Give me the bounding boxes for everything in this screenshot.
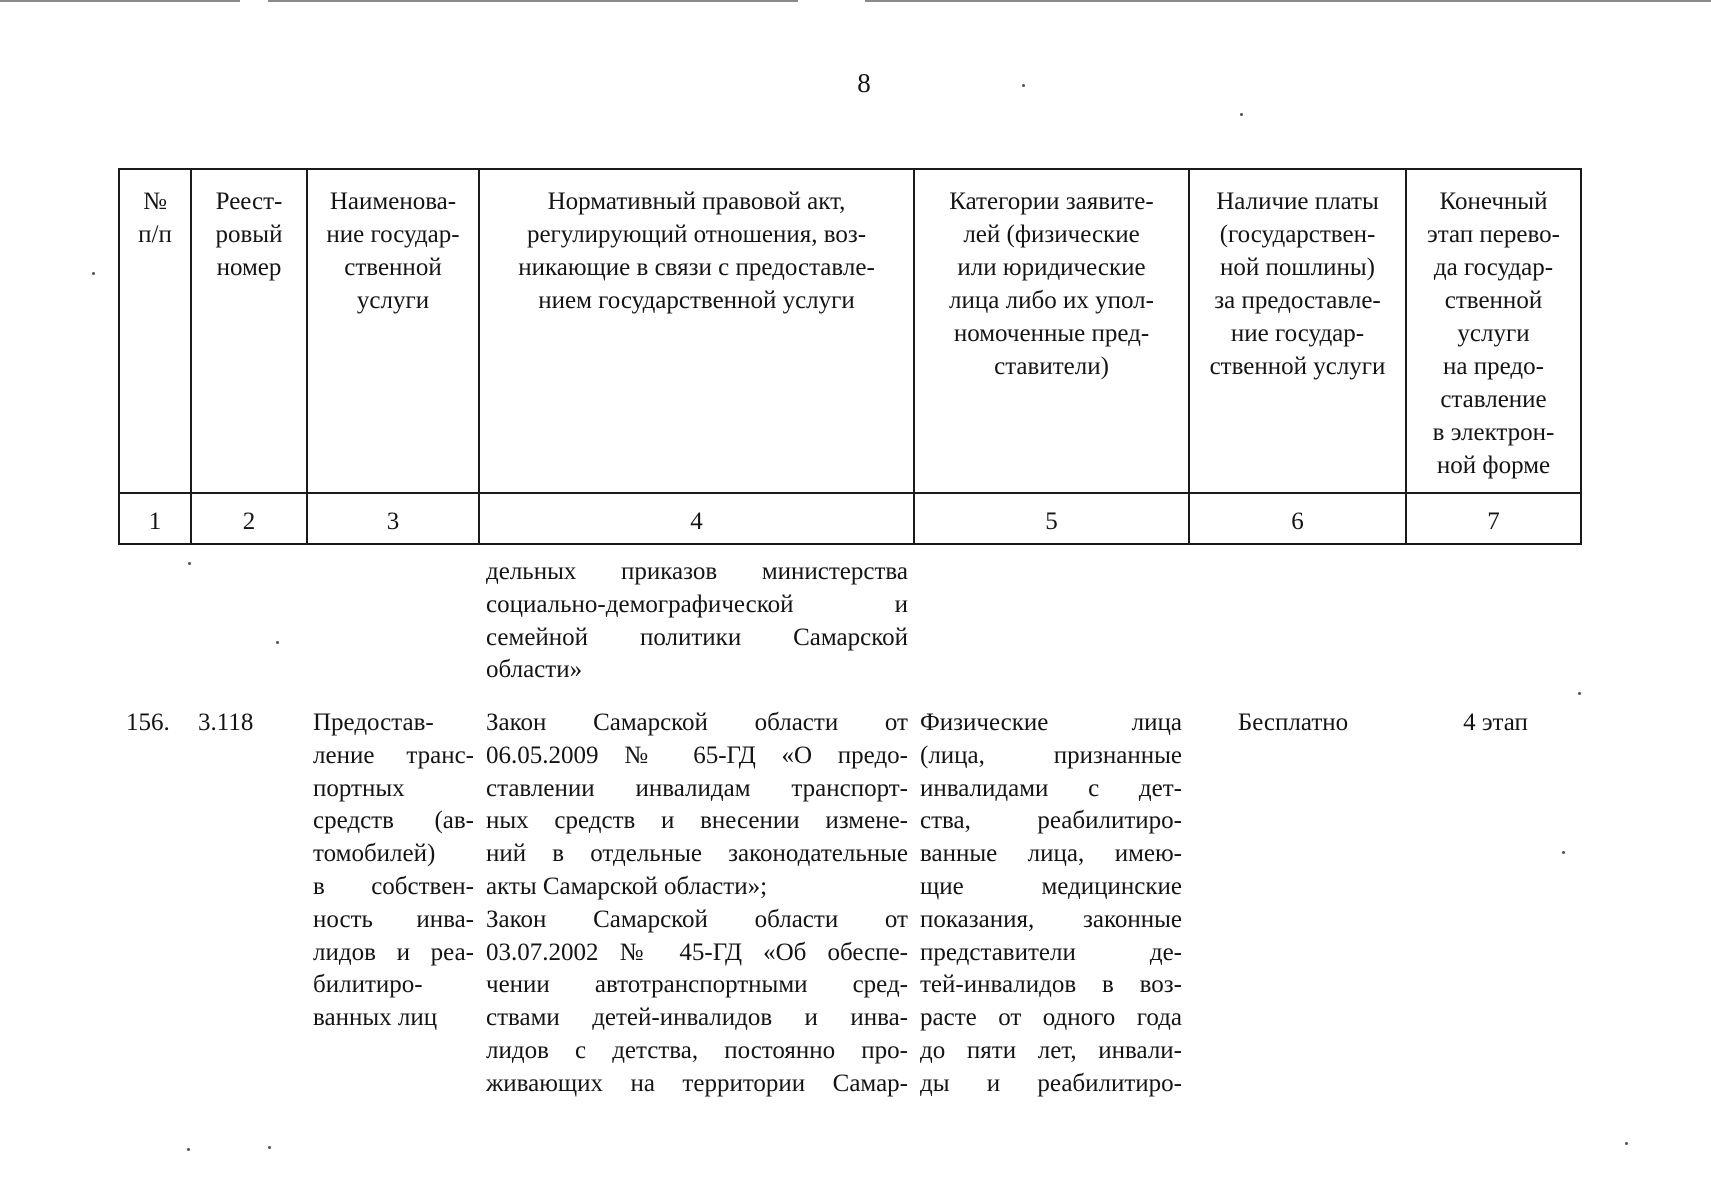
header-line: номоченные пред- xyxy=(953,320,1150,347)
header-line: услуги xyxy=(356,287,430,314)
header-line: Нормативный правовой акт, xyxy=(547,188,846,215)
text-line: ний в отдельные законодательные xyxy=(486,840,908,868)
column-number: 6 xyxy=(1189,493,1406,544)
header-line: ственной xyxy=(1444,287,1543,314)
header-line: лица либо их упол- xyxy=(949,287,1154,314)
text-line: средств (ав- xyxy=(313,807,474,835)
text-line: акты Самарской области»; xyxy=(486,872,768,900)
text-line: билитиро- xyxy=(313,971,423,999)
column-number: 4 xyxy=(479,493,914,544)
header-line: этап перево- xyxy=(1427,221,1560,248)
row-fee: Бесплатно xyxy=(1237,709,1349,736)
scan-speck xyxy=(187,1148,190,1151)
text-line: томобилей) xyxy=(313,840,436,868)
header-line: или юридические xyxy=(957,254,1146,281)
text-line: Физические лица xyxy=(920,709,1182,736)
scan-speck xyxy=(1240,113,1243,116)
text-line: Закон Самарской области от xyxy=(486,905,908,933)
continuation-act-text xyxy=(486,556,908,687)
scan-speck xyxy=(1562,851,1565,854)
text-line: области» xyxy=(486,656,583,684)
page-number: 8 xyxy=(857,68,871,98)
header-line: лей (физические xyxy=(963,221,1140,248)
text-line: ставлении инвалидам транспорт- xyxy=(486,774,908,802)
text-line: лидов с детства, постоянно про- xyxy=(486,1036,908,1064)
header-line: ставление xyxy=(1440,386,1547,413)
text-line: в собствен- xyxy=(313,872,474,900)
header-line: п/п xyxy=(138,221,172,248)
text-line: ванных лиц xyxy=(313,1004,438,1032)
text-line: лидов и реа- xyxy=(313,938,474,966)
column-number: 7 xyxy=(1406,493,1581,544)
header-col-fee xyxy=(1189,169,1406,493)
header-line: Наличие платы xyxy=(1216,188,1379,215)
header-line: ной пошлины) xyxy=(1220,254,1375,281)
header-line: Реест- xyxy=(215,188,283,215)
column-number: 5 xyxy=(914,493,1189,544)
text-line: дельных приказов министерства xyxy=(486,558,908,585)
row-legal-act xyxy=(486,707,908,1101)
scan-speck xyxy=(188,562,191,565)
header-line: ставители) xyxy=(994,353,1109,380)
text-line: ность инва- xyxy=(313,905,474,933)
text-line: Предостав- xyxy=(313,709,434,736)
header-line: да государ- xyxy=(1433,254,1554,281)
text-line: щие медицинские xyxy=(920,872,1182,900)
header-line: за предоставле- xyxy=(1214,287,1381,314)
scan-speck xyxy=(1578,692,1581,695)
column-number: 1 xyxy=(119,493,191,544)
header-line: Конечный xyxy=(1439,188,1548,215)
text-line: ванные лица, имею- xyxy=(920,840,1182,868)
scan-speck xyxy=(268,1146,271,1149)
scan-edge-line xyxy=(268,0,798,2)
scan-edge-line xyxy=(0,0,240,2)
text-line: представители де- xyxy=(920,938,1182,966)
column-number-row xyxy=(119,493,1581,544)
scan-speck xyxy=(1022,84,1025,87)
text-line: ление транс- xyxy=(313,741,474,769)
text-line: инвалидами с дет- xyxy=(920,774,1182,802)
header-line: Наименова- xyxy=(329,188,457,215)
text-line: социально-демографической и xyxy=(486,590,908,618)
header-line: никающие в связи с предоставле- xyxy=(518,254,875,281)
header-row xyxy=(119,169,1581,493)
header-line: ние государ- xyxy=(326,221,460,248)
text-line: до пяти лет, инвали- xyxy=(920,1036,1182,1064)
text-line: показания, законные xyxy=(920,905,1182,933)
row-registry-number: 3.118 xyxy=(198,709,254,736)
scan-speck xyxy=(1625,1142,1628,1145)
header-line: ной форме xyxy=(1436,452,1551,479)
header-col-categories xyxy=(914,169,1189,493)
scan-speck xyxy=(92,272,95,275)
header-line: регулирующий отношения, воз- xyxy=(526,221,867,248)
text-line: ды и реабилитиро- xyxy=(920,1069,1182,1097)
header-line: номер xyxy=(216,254,282,281)
text-line: (лица, признанные xyxy=(920,741,1182,769)
text-line: 03.07.2002 № 45-ГД «Об обеспе- xyxy=(486,938,908,966)
header-col-registry xyxy=(191,169,307,493)
header-col-stage xyxy=(1406,169,1581,493)
header-line: Категории заявите- xyxy=(949,188,1154,215)
header-line: в электрон- xyxy=(1432,419,1555,446)
row-service-name xyxy=(313,707,474,1035)
header-table xyxy=(118,168,1582,545)
header-line: № xyxy=(143,188,167,215)
header-line: услуги xyxy=(1457,320,1530,347)
header-col-number xyxy=(119,169,191,493)
header-line: ние государ- xyxy=(1230,320,1365,347)
text-line: чении автотранспортными сред- xyxy=(486,971,908,999)
text-line: тей-инвалидов в воз- xyxy=(920,971,1182,999)
scan-edge-line xyxy=(865,0,1711,2)
text-line: Закон Самарской области от xyxy=(486,709,908,736)
column-number: 3 xyxy=(307,493,479,544)
column-number: 2 xyxy=(191,493,307,544)
text-line: ства, реабилитиро- xyxy=(920,807,1182,835)
text-line: портных xyxy=(313,774,405,802)
text-line: ных средств и внесении измене- xyxy=(486,807,908,835)
header-col-service xyxy=(307,169,479,493)
text-line: 06.05.2009 № 65-ГД «О предо- xyxy=(486,741,908,769)
text-line: семейной политики Самарской xyxy=(486,623,908,651)
text-line: расте от одного года xyxy=(920,1004,1182,1032)
header-line: нием государственной услуги xyxy=(538,287,855,314)
row-number: 156. xyxy=(126,709,170,736)
header-col-act xyxy=(479,169,914,493)
row-applicant-categories xyxy=(920,707,1182,1101)
scan-speck xyxy=(276,641,279,644)
header-line: ственной xyxy=(344,254,442,281)
header-line: ственной услуги xyxy=(1209,353,1386,380)
header-line: ровый xyxy=(215,221,283,248)
text-line: живающих на территории Самар- xyxy=(486,1069,908,1097)
header-line: на предо- xyxy=(1443,353,1544,380)
header-line: (государствен- xyxy=(1219,221,1376,248)
row-final-stage: 4 этап xyxy=(1463,709,1528,736)
text-line: ствами детей-инвалидов и инва- xyxy=(486,1004,908,1032)
